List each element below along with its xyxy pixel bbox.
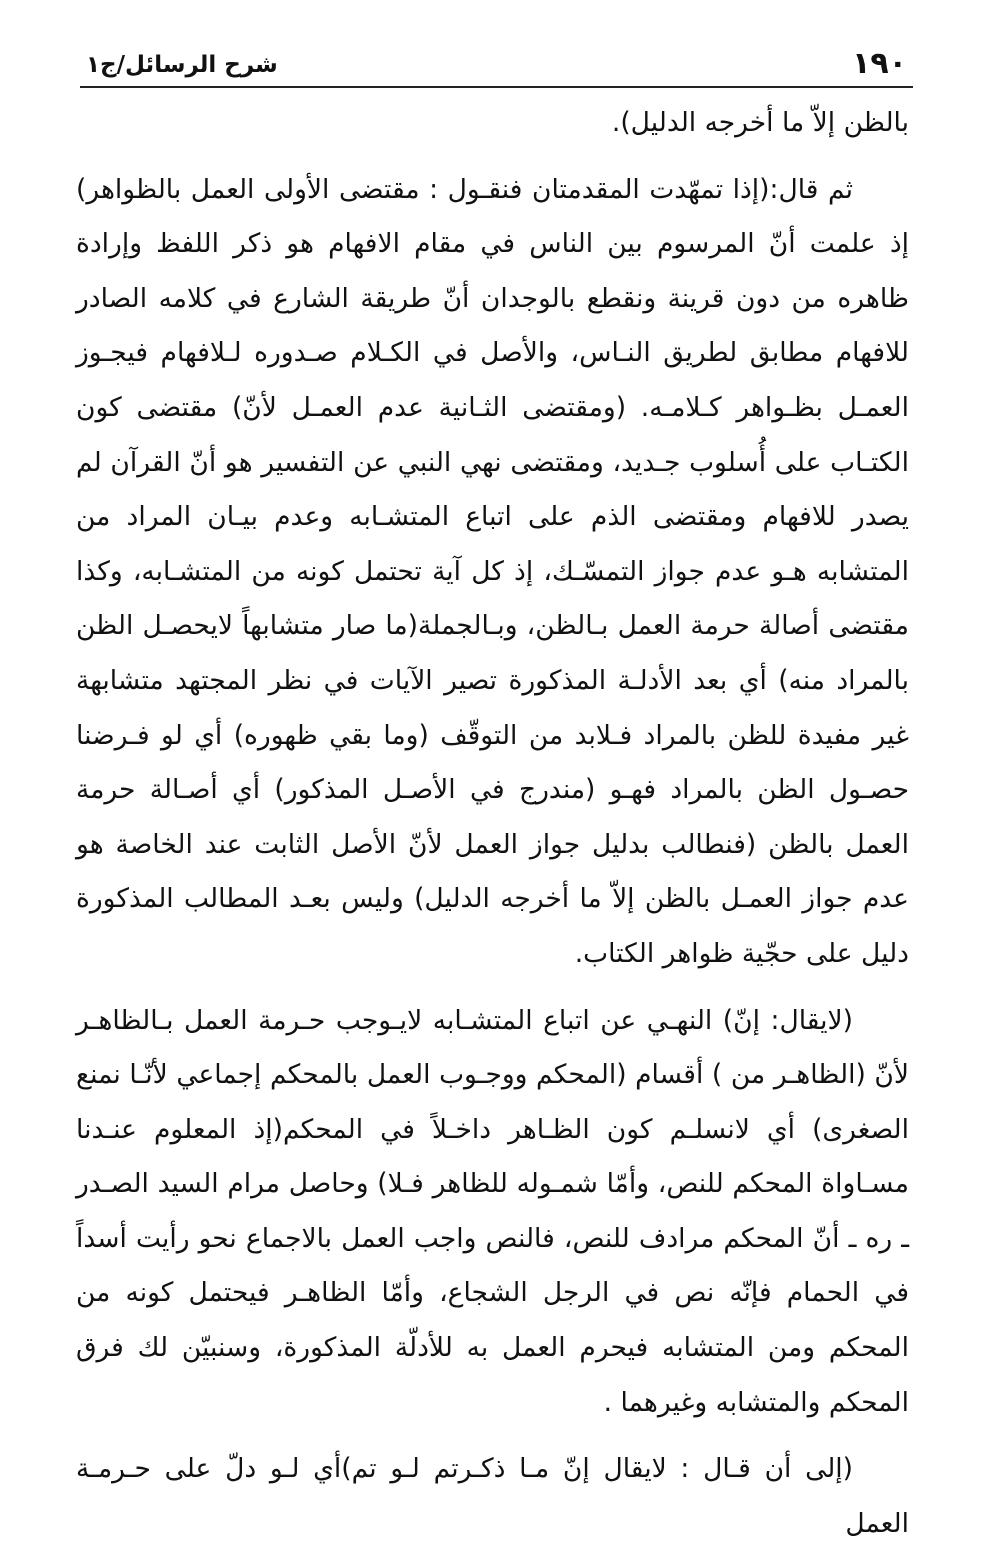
- paragraph: ثم قال:(إذا تمهّدت المقدمتان فنقـول : مقتضى الأولى العمل بالظواهر) إذ علمت أنّ المرسوم بين الناس في مقام الافهام هو ذكر اللفظ وإرادة ظاهره من دون قرينة ونقطع بالوجدان أنّ طريقة الشارع في كلامه الصادر للافهام مطابق لطريق النـاس، والأصل في الكـلام صـدوره لـلافهام فيجـوز العمـل بظـواهر كـلامـه. (ومقتضى الثـانية عدم العمـل لأنّ) مقتضى كون الكتـاب على أُسلوب جـديد، ومقتضى نهي النبي عن التفسير هو أنّ القرآن لم يصدر للافهام ومقتضى الذم على اتباع المتشـابه وعدم بيـان المراد من المتشابه هـو عدم جواز التمسّـك، إذ كل آية تحتمل كونه من المتشـابه، وكذا مقتضى أصالة حرمة العمل بـالظن، وبـالجملة(ما صار متشابهاً لايحصـل الظن بالمراد منه) أي بعد الأدلـة المذكورة تصير الآيات في نظر المجتهد متشابهة غير مفيدة للظن بالمراد فـلابد من التوقّف (وما بقي ظهوره) أي لو فـرضنا حصـول الظن بالمراد فهـو (مندرج في الأصـل المذكور) أي أصـالة حرمة العمل بالظن (فنطالب بدليل جواز العمل لأنّ الأصل الثابت عند الخاصة هو عدم جواز العمـل بالظن إلاّ ما أخرجه الدليل) وليس بعـد المطالب المذكورة دليل على حجّية ظواهر الكتاب.: [76, 173, 909, 969]
- page-header: [78, 44, 915, 84]
- paragraph: (إلى أن قـال : لايقال إنّ مـا ذكـرتم لـو تم)أي لـو دلّ على حـرمـة العمل: [76, 1453, 909, 1539]
- book-title: شرح الرسائل/ج١: [86, 52, 278, 78]
- page-body: [76, 96, 909, 1551]
- page-number: ١٩٠: [852, 46, 907, 81]
- header-divider: [80, 86, 913, 88]
- paragraph: (لايقال: إنّ) النهـي عن اتباع المتشـابه لايـوجب حـرمة العمل بـالظاهـر لأنّ (الظاهـر من ) أقسام (المحكم ووجـوب العمل بالمحكم إجماعي لأنّـا نمنع الصغرى) أي لانسلـم كون الظـاهر داخـلاً في المحكم(إذ المعلوم عنـدنا مسـاواة المحكم للنص، وأمّا شمـوله للظاهر فـلا) وحاصل مرام السيد الصـدر ـ ره ـ أنّ المحكم مرادف للنص، فالنص واجب العمل بالاجماع نحو رأيت أسداً في الحمام فإنّه نص في الرجل الشجاع، وأمّا الظاهـر فيحتمل كونه من المحكم ومن المتشابه فيحرم العمل به للأدلّة المذكورة، وسنبيّن لك فرق المحكم والمتشابه وغيرهما .: [76, 1004, 909, 1418]
- paragraph-continuation: بالظن إلاّ ما أخرجه الدليل).: [611, 107, 909, 138]
